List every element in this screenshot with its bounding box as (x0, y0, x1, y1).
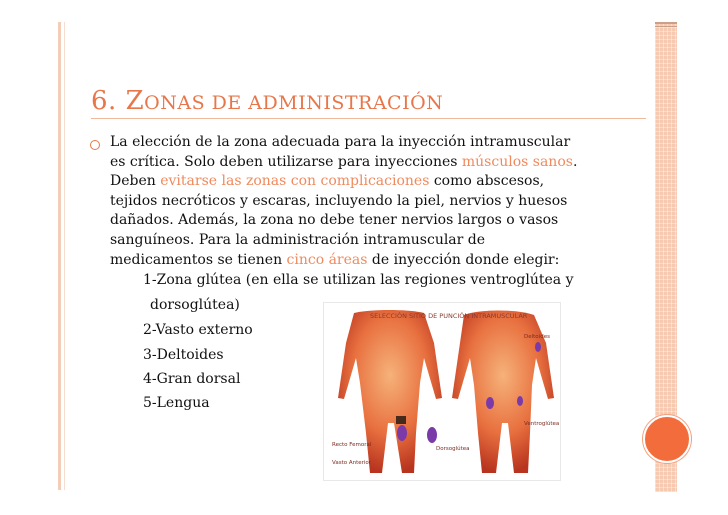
slide-title (91, 86, 443, 116)
slide-left-border-inner (64, 22, 65, 490)
title-number: 6. (91, 86, 126, 116)
list-item-zona-glutea: 1-Zona glútea (en ella se utilizan las regiones ventroglútea y (143, 272, 574, 288)
decorative-circle (643, 415, 691, 463)
paragraph-line (110, 153, 590, 173)
text-run: dañados. Además, la zona no debe tener nervios largos o vasos (110, 212, 559, 229)
list-item-gran-dorsal: 4-Gran dorsal (143, 371, 241, 387)
text-run: medicamentos se tienen (110, 251, 287, 268)
text-run: como abscesos, (429, 173, 545, 190)
list-item-vasto-externo: 2-Vasto externo (143, 322, 253, 338)
title-word-3: ADMINISTRACIÓN (248, 92, 444, 114)
list-item-deltoides: 3-Deltoides (143, 347, 224, 363)
text-run: Deben (110, 173, 161, 190)
text-run: sanguíneos. Para la administración intramuscular de (110, 231, 486, 248)
highlight-text: evitarse las zonas con complicaciones (160, 173, 430, 190)
label-deltoides: Deltoides (524, 334, 550, 340)
spot-ventroglutea (517, 396, 523, 406)
label-vasto-anterior: Vasto Anterior (332, 460, 372, 466)
slide-right-bar-rule (655, 22, 677, 24)
bullet-circle-icon (90, 140, 100, 150)
spot-recto-femoral (397, 425, 407, 441)
slide-right-bar-rule-2 (655, 26, 677, 27)
paragraph-line (110, 251, 590, 271)
figure-heading: SELECCIÓN SITIO DE PUNCIÓN INTRAMUSCULAR (370, 312, 528, 320)
paragraph-line (110, 172, 590, 192)
paragraph-line (110, 211, 590, 231)
text-run: es crítica. Solo deben utilizarse para inyecciones (110, 153, 462, 170)
text-run: de inyección donde elegir: (367, 251, 560, 268)
title-word-2: DE (205, 92, 249, 114)
body-paragraph (110, 133, 590, 270)
spot-dorsoglutea (486, 397, 494, 409)
title-first-letter: Z (125, 86, 145, 116)
text-run: La elección de la zona adecuada para la inyección intramuscular (110, 134, 571, 150)
spot-vasto-anterior (427, 427, 437, 443)
injection-sites-figure (323, 302, 561, 481)
body-illustration (324, 303, 560, 480)
slide-left-border (58, 22, 61, 490)
highlight-text: músculos sanos (461, 153, 573, 170)
list-item-zona-glutea-cont: dorsoglútea) (150, 297, 240, 313)
list-item-lengua: 5-Lengua (143, 395, 210, 411)
label-recto-femoral: Recto Femoral (332, 442, 372, 448)
label-dorsoglutea: Dorsoglútea (436, 446, 470, 452)
text-run: tejidos necróticos y escaras, incluyendo la piel, nervios y huesos (110, 192, 568, 209)
paragraph-line (110, 192, 590, 212)
paragraph-line (110, 231, 590, 251)
title-underline (91, 118, 646, 119)
text-run: . (572, 153, 578, 170)
paragraph-line (110, 133, 590, 153)
spot-deltoides (535, 342, 541, 352)
highlight-text: cinco áreas (286, 251, 368, 268)
title-word-1: ONAS (144, 92, 206, 114)
label-ventroglutea: Ventroglútea (524, 421, 560, 427)
